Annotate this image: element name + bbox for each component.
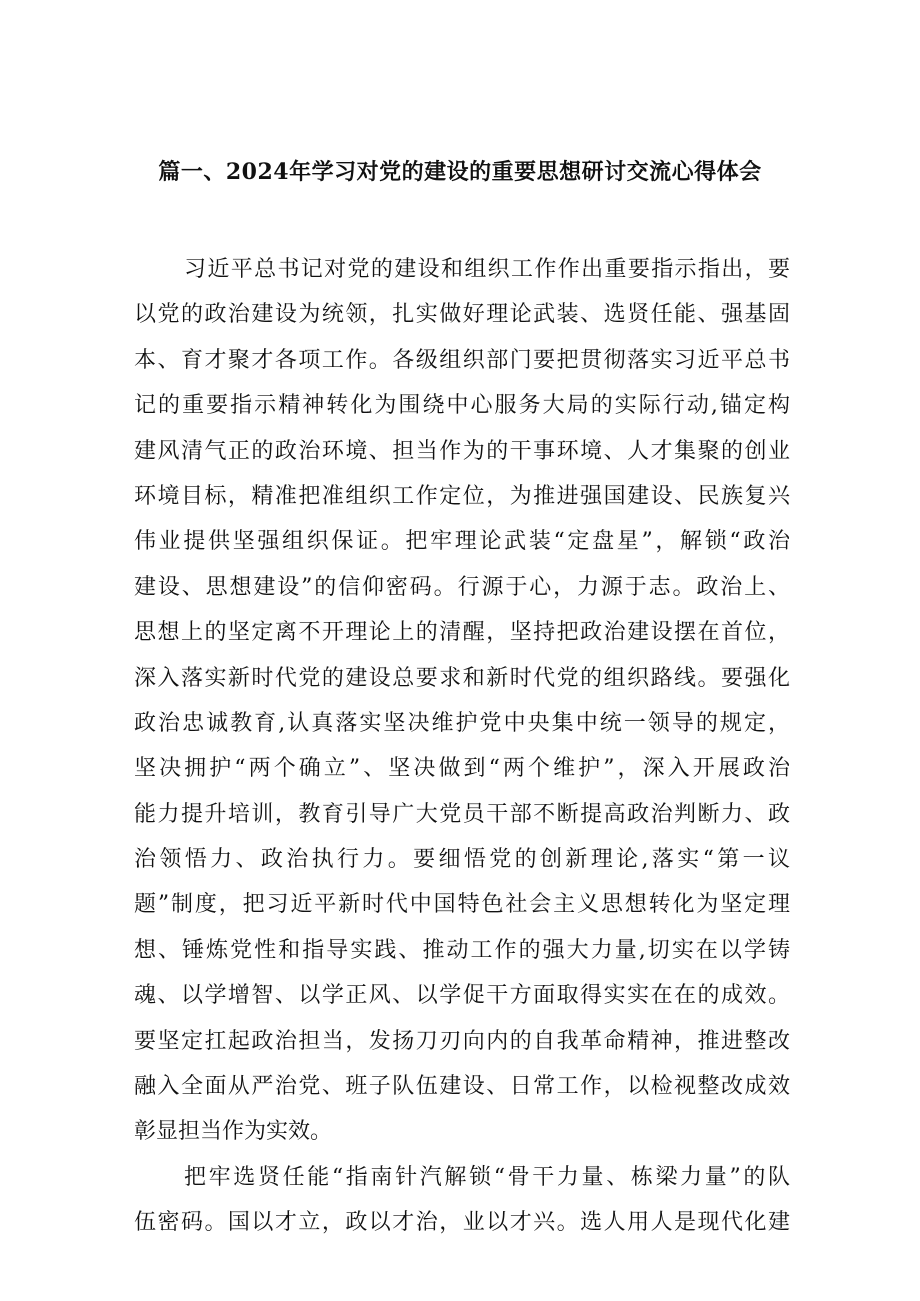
paragraph-line: 记的重要指示精神转化为围绕中心服务大局的实际行动,锚定构 [134,393,790,419]
paragraph-line: 彰显担当作为实效。 [134,1119,333,1145]
paragraph-line: 治领悟力、政治执行力。要细悟党的创新理论,落实“第一议 [134,847,790,873]
paragraph-line: 魂、以学增智、以学正风、以学促干方面取得实实在在的成效。 [134,983,790,1009]
paragraph-line: 坚决拥护“两个确立”、坚决做到“两个维护”，深入开展政治 [134,756,790,782]
paragraph-line: 政治忠诚教育,认真落实坚决维护党中央集中统一领导的规定， [134,710,790,736]
paragraph-line: 题”制度，把习近平新时代中国特色社会主义思想转化为坚定理 [134,892,790,918]
paragraph-line: 环境目标，精准把准组织工作定位，为推进强国建设、民族复兴 [134,483,790,509]
paragraph-line: 把牢选贤任能“指南针汽解锁“骨干力量、栋梁力量”的队 [184,1164,790,1190]
paragraph-line: 深入落实新时代党的建设总要求和新时代党的组织路线。要强化 [134,665,790,691]
paragraph-line: 要坚定扛起政治担当，发扬刀刃向内的自我革命精神，推进整改 [134,1028,790,1054]
paragraph-line: 习近平总书记对党的建设和组织工作作出重要指示指出，要 [184,257,790,282]
paragraph-line: 本、育才聚才各项工作。各级组织部门要把贯彻落实习近平总书 [134,347,790,373]
paragraph-line: 以党的政治建设为统领，扎实做好理论武装、选贤任能、强基固 [134,302,790,328]
paragraph-line: 融入全面从严治党、班子队伍建设、日常工作，以检视整改成效 [134,1074,790,1100]
document-body [134,247,790,1246]
paragraph-line: 伍密码。国以才立，政以才治，业以才兴。选人用人是现代化建 [134,1210,790,1236]
paragraph-line: 想、锤炼党性和指导实践、推动工作的强大力量,切实在以学铸 [134,937,790,963]
paragraph-line: 思想上的坚定离不开理论上的清醒，坚持把政治建设摆在首位， [134,620,790,646]
paragraph-line: 建设、思想建设”的信仰密码。行源于心，力源于志。政治上、 [134,574,790,600]
document-title: 篇一、2024年学习对党的建设的重要思想研讨交流心得体会 [158,159,762,185]
paragraph-line: 伟业提供坚强组织保证。把牢理论武装“定盘星”，解锁“政治 [134,529,790,555]
paragraph-line: 能力提升培训，教育引导广大党员干部不断提高政治判断力、政 [134,801,790,827]
paragraph-line: 建风清气正的政治环境、担当作为的干事环境、人才集聚的创业 [134,438,790,464]
